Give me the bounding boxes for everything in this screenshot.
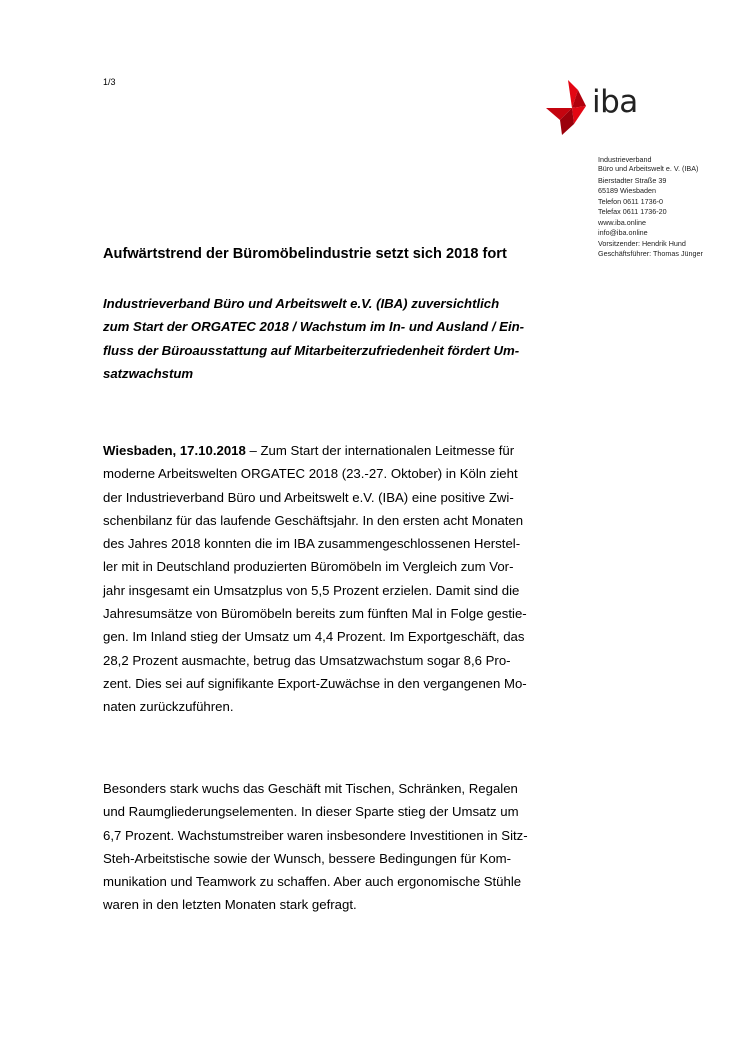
address-line: www.iba.online — [598, 218, 646, 228]
dateline: Wiesbaden, 17.10.2018 — [103, 443, 246, 458]
body-line: moderne Arbeitswelten ORGATEC 2018 (23.-27. Oktober) in Köln zieht — [103, 466, 518, 482]
logo-wordmark: iba — [592, 84, 638, 120]
body-line: 6,7 Prozent. Wachstumstreiber waren insbesondere Investitionen in Sitz- — [103, 827, 528, 843]
body-line: ler mit in Deutschland produzierten Büromöbeln im Vergleich zum Vor- — [103, 559, 514, 575]
address-line: info@iba.online — [598, 227, 648, 237]
body-line: schenbilanz für das laufende Geschäftsjahr. In den ersten acht Monaten — [103, 512, 524, 528]
body-line — [103, 439, 593, 462]
subhead-line: satzwachstum — [103, 365, 194, 381]
body-line: des Jahres 2018 konnten die im IBA zusammengeschlossenen Herstel- — [103, 536, 521, 552]
subhead-line: zum Start der ORGATEC 2018 / Wachstum im In- und Ausland / Ein- — [103, 319, 525, 335]
letterhead-address — [598, 155, 738, 261]
paragraph-2 — [103, 777, 593, 917]
address-line: 65189 Wiesbaden — [598, 185, 656, 195]
body-line: Besonders stark wuchs das Geschäft mit Tischen, Schränken, Regalen — [103, 781, 518, 796]
address-line: Geschäftsführer: Thomas Jünger — [598, 248, 703, 258]
body-line: 28,2 Prozent ausmachte, betrug das Umsatzwachstum sogar 8,6 Pro- — [103, 652, 511, 668]
body-line: jahr insgesamt ein Umsatzplus von 5,5 Prozent erzielen. Damit sind die — [103, 582, 520, 598]
body-line: munikation und Teamwork zu schaffen. Aber auch ergonomische Stühle — [103, 874, 522, 890]
body-line: und Raumgliederungselementen. In dieser Sparte stieg der Umsatz um — [103, 804, 519, 820]
body-line: Steh-Arbeitstische sowie der Wunsch, bessere Bedingungen für Kom- — [103, 850, 512, 866]
body-line: gen. Im Inland stieg der Umsatz um 4,4 Prozent. Im Exportgeschäft, das — [103, 629, 525, 645]
paragraph-1 — [103, 439, 593, 719]
body-line: zent. Dies sei auf signifikante Export-Zuwächse in den vergangenen Mo- — [103, 675, 527, 691]
iba-logo — [546, 80, 656, 136]
address-line: Büro und Arbeitswelt e. V. (IBA) — [598, 164, 699, 174]
headline: Aufwärtstrend der Büromöbelindustrie setzt sich 2018 fort — [103, 246, 507, 262]
subheadline — [103, 292, 583, 385]
body-line: naten zurückzuführen. — [103, 699, 234, 715]
subhead-line: Industrieverband Büro und Arbeitswelt e.V. (IBA) zuversichtlich — [103, 296, 500, 311]
address-line: Telefon 0611 1736-0 — [598, 197, 664, 207]
body-line: Jahresumsätze von Büromöbeln bereits zum fünften Mal in Folge gestie- — [103, 606, 527, 622]
body-text: – Zum Start der internationalen Leitmesse für — [245, 443, 515, 458]
iba-logo-mark-icon — [546, 80, 590, 136]
address-line: Vorsitzender: Hendrik Hund — [598, 239, 686, 249]
address-line: Industrieverband — [598, 155, 652, 164]
address-line: Telefax 0611 1736-20 — [598, 206, 667, 216]
body-line: waren in den letzten Monaten stark gefragt. — [103, 897, 357, 913]
body-line: der Industrieverband Büro und Arbeitswelt e.V. (IBA) eine positive Zwi- — [103, 489, 514, 505]
page-number: 1/3 — [103, 77, 116, 87]
subhead-line: fluss der Büroausstattung auf Mitarbeiterzufriedenheit fördert Um- — [103, 342, 520, 358]
address-line: Bierstadter Straße 39 — [598, 176, 667, 186]
